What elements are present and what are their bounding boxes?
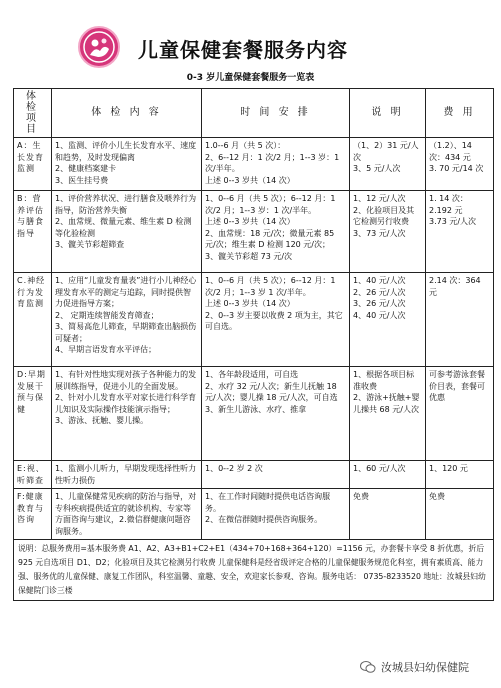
row-category: E:视、听筛查 [14,461,52,489]
schedule-line: 1、0--2 岁 2 次 [205,464,263,473]
table-row [14,191,494,273]
row-schedule [202,367,350,461]
row-content [52,191,202,273]
row-category: B：营养评估与膳食指导 [14,191,52,273]
fee-line: 1. 14 次：2.192 元 [429,194,468,215]
schedule-line: 3、新生儿游泳、水疗、推拿 [205,404,307,414]
page-title: 儿童保健套餐服务内容 [138,38,348,62]
note-line: 1、60 元/人次 [353,464,406,473]
row-schedule [202,138,350,191]
note-line: 3、5 元/人次 [353,164,401,173]
col-header-schedule: 时 间 安 排 [202,89,350,138]
row-fee [426,489,494,540]
table-row [14,489,494,540]
note-line: 2、化验项目及其它检测另行收费 [353,205,415,226]
watermark-text: 汝城县妇幼保健院 [381,661,469,674]
schedule-line: 上述 0--3 岁共（14 次） [205,217,295,226]
fee-line: 1、120 元 [429,464,468,473]
wechat-icon [360,661,376,673]
col-header-content: 体 检 内 容 [52,89,202,138]
note-line: 2、游泳+抚触+婴儿操共 68 元/人次 [353,393,420,414]
schedule-line: 1、0--6 月（共 5 次）；6--12 月：1 次/2 月；1--3 岁：1 次/半年。 [205,194,336,215]
hospital-logo-icon [78,26,120,68]
schedule-line: 2、水疗 32 元/人次；新生儿抚触 18 元/人次；婴儿操 18 元/人次，可自选 [205,381,338,402]
schedule-line: 1、在工作时间随时提供电话咨询服务。 [205,492,331,513]
note-line: 4、40 元/人次 [353,310,406,320]
row-category: A：生长发育监测 [14,138,52,191]
content-line: 3、游泳、抚触、婴儿操。 [55,416,149,425]
schedule-line: 1.0--6 月（共 5 次）： [205,141,286,150]
schedule-line: 上述 0--3 岁共（14 次） [205,175,295,185]
row-fee [426,273,494,367]
row-schedule [202,489,350,540]
row-fee [426,367,494,461]
content-line: 1、有针对性地实现对孩子各种能力的发展训练指导，促进小儿的全面发展。 [55,370,197,391]
row-fee [426,138,494,191]
note-line: 1、40 元/人次 [353,276,406,285]
row-content [52,367,202,461]
row-category: F:健康教育与咨询 [14,489,52,540]
note-line: 1、根据各项目标准收费 [353,370,415,391]
row-note [350,461,426,489]
note-line: 免费 [353,492,369,501]
row-category: D:早期发展干预与保健 [14,367,52,461]
note-line: 3、73 元/人次 [353,228,406,238]
fee-line: 3. 70 元/14 次 [429,164,484,173]
col-header-note: 说 明 [350,89,426,138]
content-line: 1、监测小儿听力，早期发现选择性听力性听力损伤 [55,464,197,485]
fee-line: 3.73 元/人次 [429,217,477,226]
row-note [350,273,426,367]
content-line: 2、 定期连续智能发育筛查； [55,310,159,320]
row-note [350,367,426,461]
row-schedule [202,273,350,367]
note-line: 3、26 元/人次 [353,299,406,308]
service-table [13,88,494,601]
fee-line: 免费 [429,492,445,501]
content-line: 2、血常规、微量元素、维生素 D 检测等化验检测 [55,217,192,238]
content-line: 4、早期言语发育水平评估； [55,345,157,354]
header [0,26,501,66]
table-row [14,461,494,489]
fee-line: 2.14 次：364 元 [429,276,481,297]
content-line: 1、儿童保健常见疾病的防治与指导，对专科疾病提供适宜的就诊机构、专家等方面咨询与建议，2.微信群健康问题咨询服务。 [55,492,197,536]
schedule-line: 2、0--3 岁主要以收费 2 项为主，其它可自选。 [205,310,343,331]
row-category: C.神经行为发育监测 [14,273,52,367]
content-line: 2、健康档案建卡 [55,164,117,173]
col-header-fee: 费 用 [426,89,494,138]
content-line: 3、髋关节彩超筛查 [55,240,125,249]
content-line: 1、应用“儿童发育量表”进行小儿神经心理发育水平的测定与追踪，同时提供智力促进指导方案； [55,276,197,308]
note-line: （1、2）31 元/人次 [353,141,419,162]
row-content [52,489,202,540]
row-content [52,138,202,191]
schedule-line: 2、在微信群随时提供咨询服务。 [205,515,323,524]
schedule-line: 2、血常规：18 元/次；微量元素 85 元/次；维生素 D 检测 120 元/次； [205,228,335,249]
row-fee [426,461,494,489]
row-note [350,489,426,540]
content-line: 3、医生挂号费 [55,175,109,185]
row-content [52,273,202,367]
note-line: 2、26 元/人次 [353,287,406,297]
table-footer-note: 说明：总服务费用=基本服务费 A1、A2、A3+B1+C2+E1（434+70+168+364+120）=1156 元，办套餐卡享受 8 折优惠，折后 925 元自选项目 D1、D2；化验项目及其它检测另行收费 儿童保健科是经省级评定合格的儿童保健服务规范化科室，拥有素质高、能力强、服务优的儿童保健、康复工作团队，科室温馨、童趣、安全，欢迎家长参观、咨询。服务电话： 0735-8233520 地址：汝城县妇幼保健院门诊三楼 [14,540,494,601]
schedule-line: 1、各年龄段适用，可自选 [205,370,299,379]
table-footer-row [14,540,494,601]
schedule-line: 1、0--6 月（共 5 次）；6--12 月：1 次/2 月；1--3 岁 1 次/半年。 [205,276,336,297]
table-row [14,138,494,191]
table-subtitle: 0-3 岁儿童保健套餐服务一览表 [186,73,315,83]
row-fee [426,191,494,273]
fee-line: 可参考游泳套餐价目表，套餐可优惠 [429,370,485,402]
content-line: 1、评价营养状况、进行膳食及喂养行为指导，防治营养失衡 [55,194,197,215]
row-schedule [202,461,350,489]
content-line: 3、简易高危儿筛查，早期筛查出脑损伤可疑者； [55,322,197,343]
table-row [14,273,494,367]
table-row [14,367,494,461]
row-content [52,461,202,489]
note-line: 1、12 元/人次 [353,194,406,203]
row-note [350,191,426,273]
schedule-line: 上述 0--3 岁共（14 次） [205,299,295,308]
schedule-line: 3、髋关节彩超 73 元/次 [205,251,293,261]
wechat-watermark [360,659,469,675]
content-line: 2、针对小儿发育水平对家长进行科学育儿知识及实际操作技能演示指导； [55,393,197,414]
content-line: 1、监测、评价小儿生长发育水平、速度和趋势，及时发现偏离 [55,141,197,162]
fee-line: （1.2）、14 次：434 元 [429,141,472,162]
table-header-row [14,89,494,138]
schedule-line: 2、6--12 月：1 次/2 月；1--3 岁：1 次/半年。 [205,152,340,173]
col-header-item: 体 检 项 目 [14,89,52,138]
row-note [350,138,426,191]
row-schedule [202,191,350,273]
